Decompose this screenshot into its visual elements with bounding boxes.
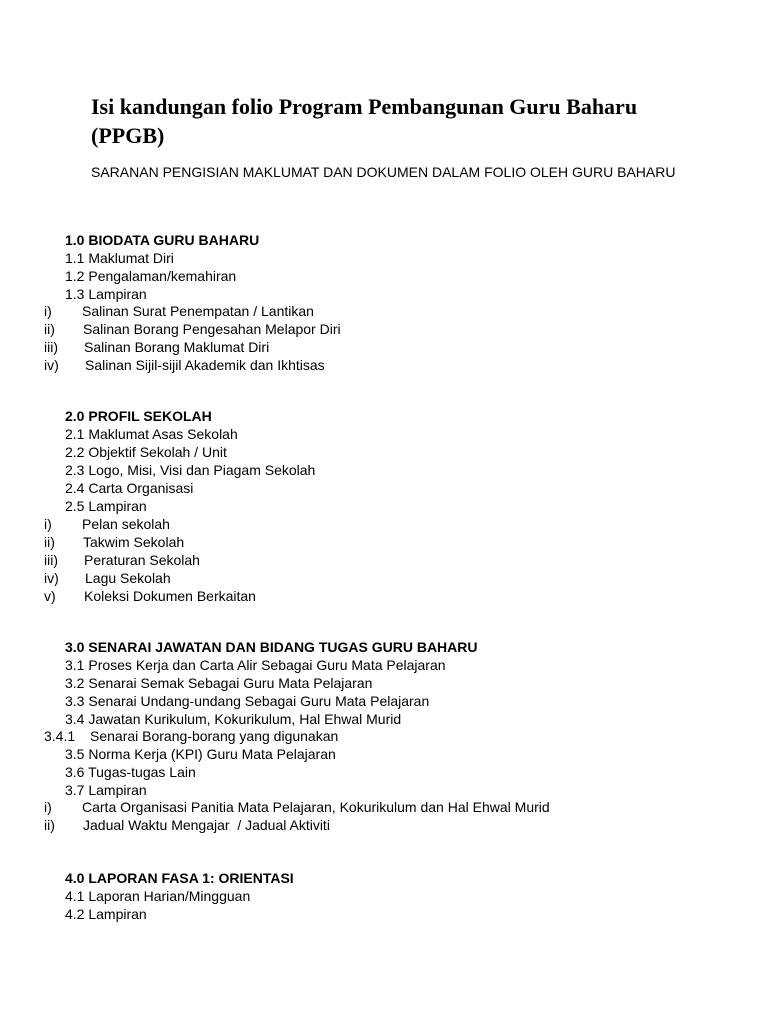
list-item: 1.3 Lampiran bbox=[65, 286, 147, 302]
sub-item-number: ii) bbox=[44, 321, 55, 337]
sub-item-number: iv) bbox=[44, 357, 59, 373]
sub-item-text: Takwim Sekolah bbox=[83, 534, 185, 550]
sub-item-text: Carta Organisasi Panitia Mata Pelajaran, Kokurikulum dan Hal Ehwal Murid bbox=[82, 799, 550, 815]
sub-item-number: ii) bbox=[44, 534, 55, 550]
list-item: 3.4 Jawatan Kurikulum, Kokurikulum, Hal Ehwal Murid bbox=[65, 711, 402, 727]
sub-item-text: Salinan Surat Penempatan / Lantikan bbox=[82, 303, 314, 319]
list-item: 2.1 Maklumat Asas Sekolah bbox=[65, 426, 238, 442]
list-item: 3.1 Proses Kerja dan Carta Alir Sebagai Guru Mata Pelajaran bbox=[65, 657, 446, 673]
list-item: 2.4 Carta Organisasi bbox=[65, 480, 194, 496]
sub-item-text: Peraturan Sekolah bbox=[84, 552, 200, 568]
section-heading: 4.0 LAPORAN FASA 1: ORIENTASI bbox=[65, 870, 294, 886]
section-heading: 2.0 PROFIL SEKOLAH bbox=[65, 408, 212, 424]
sub-item-text: Salinan Sijil-sijil Akademik dan Ikhtisas bbox=[85, 357, 325, 373]
sub-item-number: iv) bbox=[44, 570, 59, 586]
list-item: 3.5 Norma Kerja (KPI) Guru Mata Pelajaran bbox=[65, 746, 336, 762]
document-title: Isi kandungan folio Program Pembangunan Guru Baharu (PPGB) bbox=[91, 94, 638, 148]
sub-item-text: Salinan Borang Pengesahan Melapor Diri bbox=[83, 321, 341, 337]
sub-item-number: i) bbox=[44, 303, 52, 319]
sub-item-number: v) bbox=[44, 588, 56, 604]
sub-item-text: Jadual Waktu Mengajar / Jadual Aktiviti bbox=[83, 817, 330, 833]
list-item: 2.2 Objektif Sekolah / Unit bbox=[65, 444, 227, 460]
sub-item-text: Pelan sekolah bbox=[82, 516, 170, 532]
list-item: 3.7 Lampiran bbox=[65, 782, 147, 798]
document-subtitle: SARANAN PENGISIAN MAKLUMAT DAN DOKUMEN DALAM FOLIO OLEH GURU BAHARU bbox=[91, 164, 676, 180]
list-item: 2.3 Logo, Misi, Visi dan Piagam Sekolah bbox=[65, 462, 316, 478]
sub-item-number: iii) bbox=[44, 552, 58, 568]
list-item: 3.3 Senarai Undang-undang Sebagai Guru Mata Pelajaran bbox=[65, 693, 430, 709]
section-heading: 3.0 SENARAI JAWATAN DAN BIDANG TUGAS GURU BAHARU bbox=[65, 639, 478, 655]
list-item: 4.1 Laporan Harian/Mingguan bbox=[65, 888, 251, 904]
list-item: 3.6 Tugas-tugas Lain bbox=[65, 764, 196, 780]
list-item: 2.5 Lampiran bbox=[65, 498, 147, 514]
list-item: 1.2 Pengalaman/kemahiran bbox=[65, 268, 237, 284]
sub-item-number: iii) bbox=[44, 339, 58, 355]
list-item: 3.2 Senarai Semak Sebagai Guru Mata Pelajaran bbox=[65, 675, 373, 691]
list-item: 1.1 Maklumat Diri bbox=[65, 250, 174, 266]
sub-item-number: i) bbox=[44, 799, 52, 815]
sub-item-text: Lagu Sekolah bbox=[85, 570, 171, 586]
sub-item-text: Senarai Borang-borang yang digunakan bbox=[90, 728, 339, 744]
sub-item-number: ii) bbox=[44, 817, 55, 833]
sub-item-text: Koleksi Dokumen Berkaitan bbox=[84, 588, 256, 604]
sub-item-number: 3.4.1 bbox=[44, 728, 76, 744]
section-heading: 1.0 BIODATA GURU BAHARU bbox=[65, 232, 260, 248]
sub-item-number: i) bbox=[44, 516, 52, 532]
sub-item-text: Salinan Borang Maklumat Diri bbox=[84, 339, 270, 355]
list-item: 4.2 Lampiran bbox=[65, 906, 147, 922]
